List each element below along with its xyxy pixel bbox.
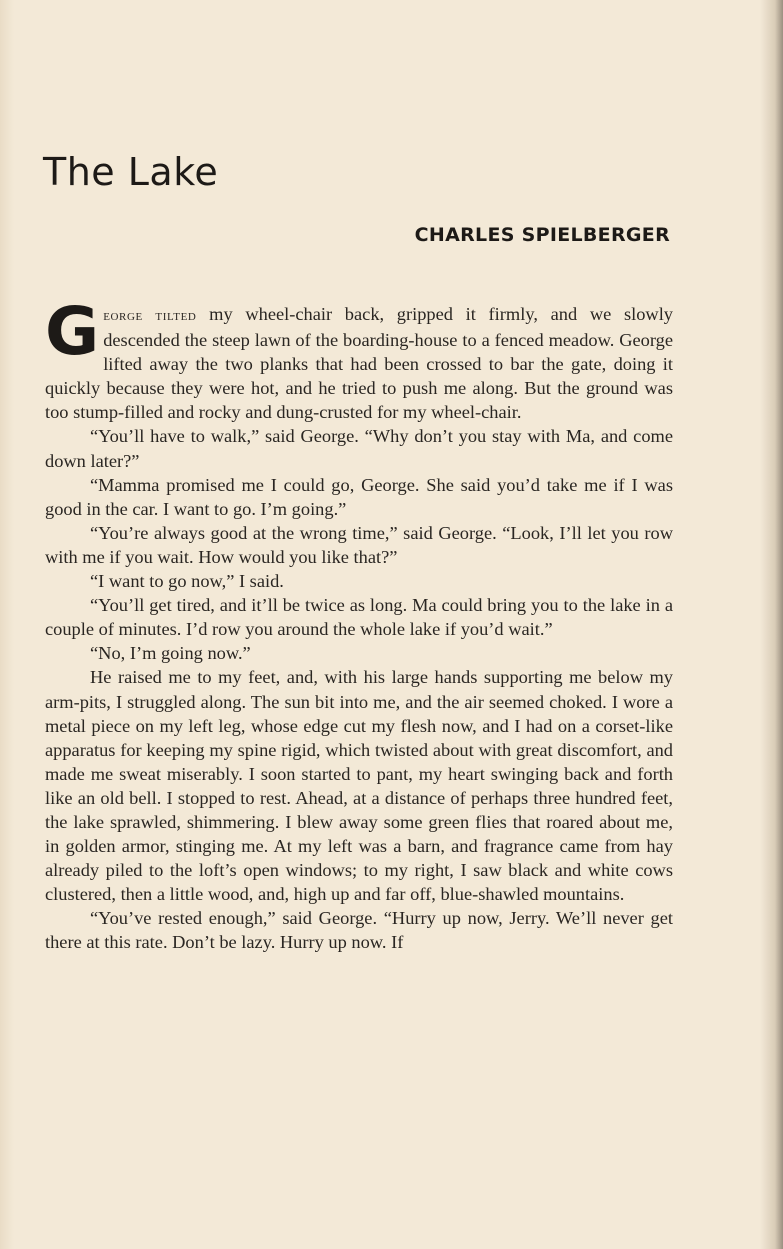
drop-cap: G	[45, 293, 100, 370]
author-name: CHARLES SPIELBERGER	[414, 224, 670, 246]
lead-in-smallcaps: eorge tilted	[103, 307, 197, 324]
paragraph: “Mamma promised me I could go, George. She said you’d take me if I was good in the car. I want to go. I’m going.”	[45, 474, 673, 519]
paragraph: “I want to go now,” I said.	[90, 571, 284, 592]
paragraph: “You’ve rested enough,” said George. “Hurry up now, Jerry. We’ll never get there at this rate. Don’t be lazy. Hurry up now. If	[45, 908, 673, 953]
paragraph: “You’ll get tired, and it’ll be twice as long. Ma could bring you to the lake in a couple of minutes. I’d row you around the whole lake if you’d wait.”	[45, 595, 673, 640]
paragraph: “You’ll have to walk,” said George. “Why don’t you stay with Ma, and come down later?”	[45, 426, 673, 471]
story-body	[45, 293, 673, 955]
story-title: The Lake	[43, 150, 219, 194]
paragraph: He raised me to my feet, and, with his large hands supporting me below my arm-pits, I struggled along. The sun bit into me, and the air seemed choked. I wore a metal piece on my left leg, whose edge cut my flesh now, and I had on a corset-like apparatus for keeping my spine rigid, which twisted about with great discomfort, and made me sweat miserably. I soon started to pant, my heart swinging back and forth like an old bell. I stopped to rest. Ahead, at a distance of perhaps three hundred feet, the lake sprawled, shimmering. I blew away some green flies that roared about me, in golden armor, stinging me. At my left was a barn, and fragrance came from hay already piled to the loft’s open windows; to my right, I saw black and white cows clustered, then a little wood, and, high up and far off, blue-shawled mountains.	[45, 667, 673, 905]
paragraph-1-text: my wheel-chair back, gripped it firmly, and we slowly descended the steep lawn of the boarding-house to a fenced meadow. George lifted away the two planks that had been crossed to bar the gate, doing it quickly because they were hot, and he tried to push me along. But the ground was too stump-filled and rocky and dung-crusted for my wheel-chair.	[45, 304, 673, 423]
paragraph: “No, I’m going now.”	[90, 643, 251, 664]
paragraph-1	[45, 293, 673, 424]
paragraph: “You’re always good at the wrong time,” said George. “Look, I’ll let you row with me if you wait. How would you like that?”	[45, 522, 673, 567]
